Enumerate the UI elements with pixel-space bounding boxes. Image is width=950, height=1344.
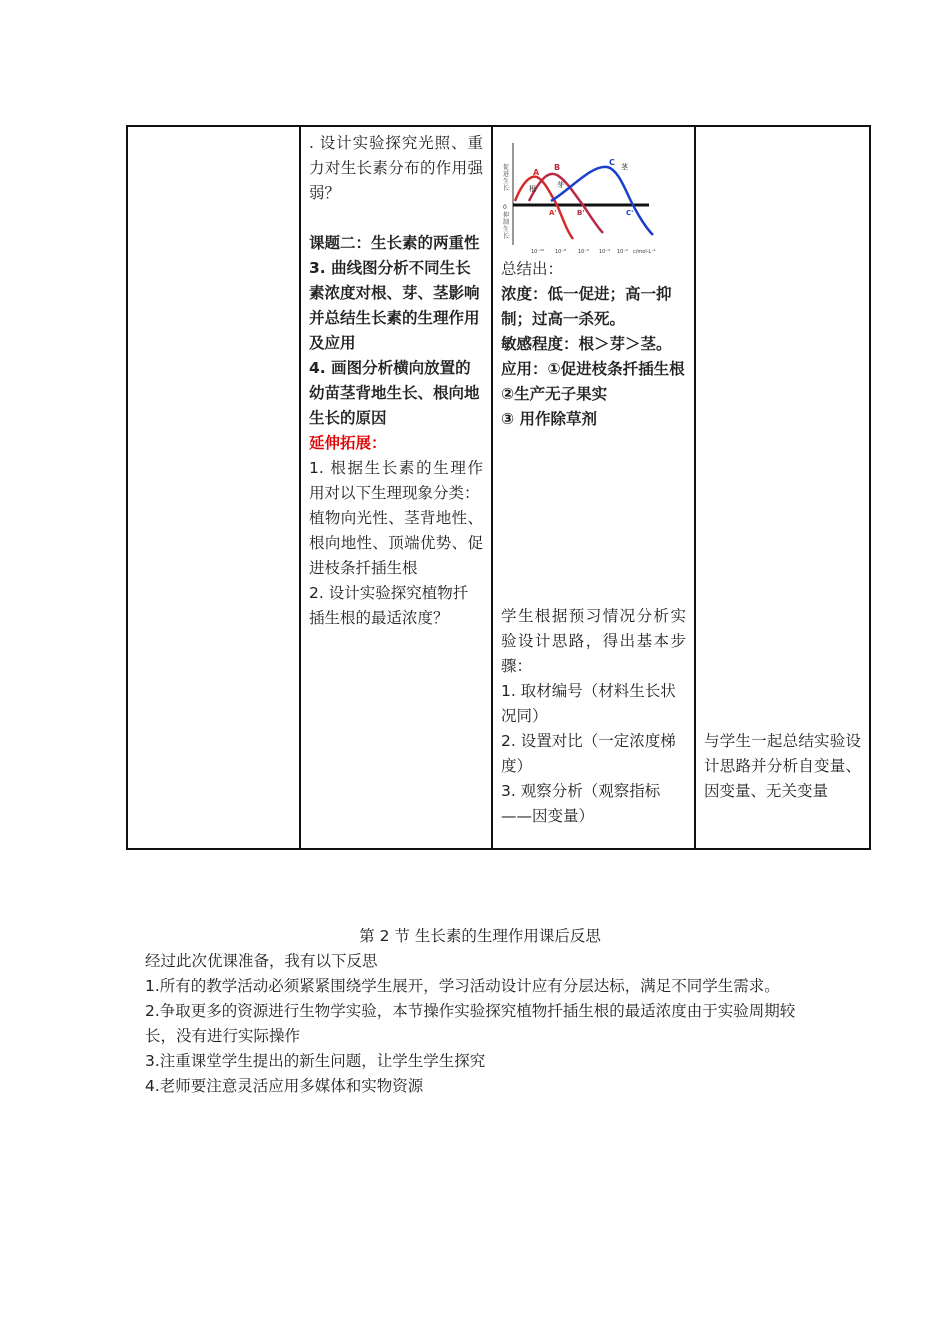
label-stem: 茎 bbox=[621, 163, 628, 171]
tick-1: 10⁻¹⁰ bbox=[531, 249, 545, 255]
label-A: A bbox=[533, 168, 540, 177]
label-C: C bbox=[609, 158, 615, 167]
reflection-intro: 经过此次优课准备，我有以下反思 bbox=[145, 952, 378, 970]
student-analysis: 学生根据预习情况分析实验设计思路，得出基本步骤： bbox=[501, 607, 686, 675]
extension-item-1: 1. 根据生长素的生理作用对以下生理现象分类： bbox=[309, 459, 483, 502]
tick-unit: c/mol·L⁻¹ bbox=[633, 249, 656, 255]
ylabel-zero: 0 bbox=[503, 204, 507, 211]
reflection-item: 2.争取更多的资源进行生物学实验，本节操作实验探究植物扦插生根的最适浓度由于实验周期较长，没有进行实际操作 bbox=[145, 1002, 796, 1045]
activity-curve-analysis: 3. 曲线图分析不同生长素浓度对根、芽、茎影响并总结生长素的生理作用及应用 bbox=[309, 259, 480, 352]
tick-2: 10⁻⁸ bbox=[555, 249, 567, 255]
step-3: 3. 观察分析（观察指标——因变量） bbox=[501, 782, 661, 825]
summary-application: 应用：①促进枝条扦插生根②生产无子果实 bbox=[501, 360, 685, 403]
root-curve bbox=[515, 177, 573, 239]
summary-herbicide: ③ 用作除草剂 bbox=[501, 410, 598, 428]
reflection-item: 1.所有的教学活动必须紧紧围绕学生展开，学习活动设计应有分层达标，满足不同学生需求。 bbox=[145, 977, 780, 995]
table-cell-teacher bbox=[695, 126, 870, 849]
label-root: 根 bbox=[529, 185, 536, 193]
extension-heading: 延伸拓展： bbox=[309, 434, 387, 452]
summary-concentration: 浓度：低一促进；高一抑制；过高一杀死。 bbox=[501, 285, 672, 328]
activity-draw-analysis: 4. 画图分析横向放置的幼苗茎背地生长、根向地生长的原因 bbox=[309, 359, 480, 427]
label-C-prime: C' bbox=[626, 209, 634, 217]
reflection-title: 第 2 节 生长素的生理作用课后反思 bbox=[359, 927, 601, 945]
extension-item-2: 2. 设计实验探究植物扦插生根的最适浓度？ bbox=[309, 584, 469, 627]
table-row bbox=[127, 126, 870, 849]
ylabel-inhibit: 抑制生长 bbox=[503, 212, 510, 240]
table-cell-student-activity bbox=[492, 126, 695, 849]
summary-title: 总结出： bbox=[501, 260, 564, 278]
label-bud: 芽 bbox=[557, 181, 564, 189]
tick-3: 10⁻⁶ bbox=[578, 249, 590, 255]
reflection-item: 3.注重课堂学生提出的新生问题，让学生学生探究 bbox=[145, 1052, 486, 1070]
step-2: 2. 设置对比（一定浓度梯度） bbox=[501, 732, 676, 775]
step-1: 1. 取材编号（材料生长状况同） bbox=[501, 682, 676, 725]
table-cell-empty bbox=[127, 126, 300, 849]
label-B-prime: B' bbox=[577, 209, 585, 217]
extension-phenomena: 植物向光性、茎背地性、根向地性、顶端优势、促进枝条扦插生根 bbox=[309, 509, 483, 577]
teacher-summary: 与学生一起总结实验设计思路并分析自变量、因变量、无关变量 bbox=[704, 732, 861, 800]
tick-5: 10⁻² bbox=[617, 249, 629, 255]
lesson-table bbox=[126, 125, 871, 850]
summary-sensitivity: 敏感程度：根＞芽＞茎。 bbox=[501, 335, 672, 353]
label-B: B bbox=[554, 163, 561, 172]
ylabel-promote: 促进生长 bbox=[503, 164, 510, 192]
table-cell-activities bbox=[300, 126, 492, 849]
topic-two-heading: 课题二：生长素的两重性 bbox=[309, 234, 480, 252]
activity-light-gravity: . 设计实验探究光照、重力对生长素分布的作用强弱？ bbox=[309, 134, 483, 202]
auxin-curve-figure bbox=[501, 135, 666, 257]
reflection-section bbox=[145, 924, 815, 1099]
reflection-item: 4.老师要注意灵活应用多媒体和实物资源 bbox=[145, 1077, 424, 1095]
label-A-prime: A' bbox=[549, 209, 557, 217]
tick-4: 10⁻⁴ bbox=[599, 249, 611, 255]
